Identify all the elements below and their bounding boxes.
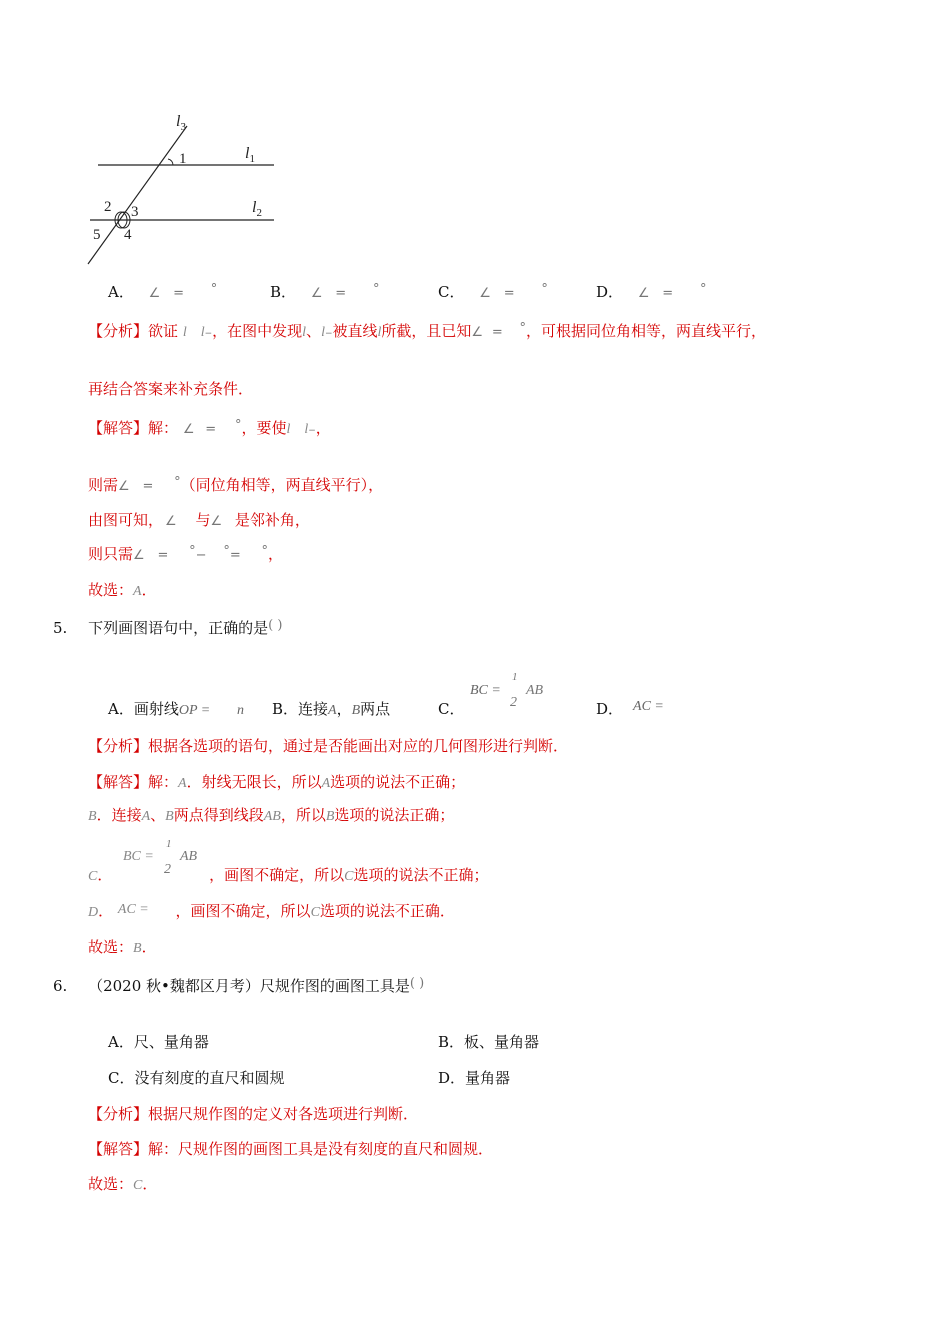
q6-option-a[interactable]: A．尺、量角器 (108, 1033, 209, 1051)
q5-sol3-math: BC = (123, 849, 154, 864)
q4-answer: 故选：A． (88, 581, 157, 599)
q6-solution: 【解答】解：尺规作图的画图工具是没有刻度的直尺和圆规． (88, 1140, 494, 1158)
solution-tag: 【解答】 (88, 419, 149, 437)
label-angle-5: 5 (93, 227, 101, 243)
analysis-tag: 【分析】 (88, 1105, 149, 1123)
q5-option-b[interactable]: B．连接A，B两点 (272, 700, 391, 718)
analysis-tag: 【分析】 (88, 322, 149, 340)
q5-option-a[interactable]: A．画射线OP = n (108, 700, 244, 718)
q4-analysis-line2: 再结合答案来补充条件． (88, 380, 254, 398)
q4-solution-line4: 则只需∠ = °− °= °， (88, 544, 284, 563)
q5-sol3-frac-after: AB (180, 849, 198, 864)
q5-solution-line2: B．连接A、B两点得到线段AB，所以B选项的说法正确； (88, 806, 455, 824)
q5-solution-line1: 【解答】解：A．射线无限长，所以A选项的说法不正确； (88, 773, 466, 791)
q6-stem: 6. （2020 秋•魏都区月考）尺规作图的画图工具是( ) (53, 976, 425, 995)
label-angle-1: 1 (179, 151, 187, 167)
q6-analysis: 【分析】根据尺规作图的定义对各选项进行判断． (88, 1105, 419, 1123)
solution-tag: 【解答】 (88, 773, 149, 791)
q6-option-d[interactable]: D．量角器 (438, 1069, 511, 1087)
q4-solution-line3: 由图可知， ∠ 与∠ 是邻补角， (88, 511, 310, 529)
analysis-tag: 【分析】 (88, 737, 149, 755)
q5-answer: 故选：B． (88, 938, 157, 956)
q5-solution-line3: C． ，画图不确定，所以C选项的说法不正确； (88, 866, 489, 884)
label-angle-4: 4 (124, 227, 132, 243)
question-number: 6. (53, 977, 68, 995)
q4-option-d[interactable]: D． ∠ = ° (596, 282, 707, 301)
label-l1: $l_1$ (245, 145, 255, 165)
label-angle-3: 3 (131, 204, 139, 220)
solution-tag: 【解答】 (88, 1140, 149, 1158)
q6-option-c[interactable]: C．没有刻度的直尺和圆规 (108, 1069, 285, 1087)
q5-option-d[interactable]: D． AC = (596, 699, 664, 718)
q5-sol3-frac-den: 2 (164, 862, 171, 877)
label-l3: $l_3$ (176, 113, 186, 133)
q5-frac-den: 2 (510, 695, 517, 710)
label-l2: $l_2$ (252, 199, 262, 219)
line-l3 (88, 126, 187, 264)
q4-option-b[interactable]: B． ∠ = ° (270, 282, 380, 301)
q5-stem: 5. 下列画图语句中，正确的是( ) (53, 618, 283, 637)
question-number: 5. (53, 619, 68, 637)
q5-frac-num: 1 (512, 671, 518, 683)
q5-solution-line4: D． AC = ，画图不确定，所以C选项的说法不正确． (88, 902, 455, 920)
q5-sol3-frac-num: 1 (166, 838, 172, 850)
q6-option-b[interactable]: B．板、量角器 (438, 1033, 540, 1051)
q5-analysis: 【分析】根据各选项的语句，通过是否能画出对应的几何图形进行判断． (88, 737, 569, 755)
q5-option-c[interactable]: C． (438, 700, 465, 718)
q6-answer: 故选：C． (88, 1175, 158, 1193)
q5-option-c-math: BC = (470, 683, 501, 698)
q5-frac-after: AB (526, 683, 544, 698)
q4-solution-line1: 【解答】解： ∠ = °，要使l l−， (88, 418, 331, 437)
q4-analysis-line1: 【分析】欲证 l l−，在图中发现l、l−被直线l所截，且已知∠ = °，可根据同位角相等，两直线平行， (88, 321, 767, 340)
label-angle-2: 2 (104, 199, 112, 215)
q4-option-a[interactable]: A． ∠ = ° (108, 282, 218, 301)
parallel-lines-figure (80, 108, 290, 268)
q4-option-c[interactable]: C． ∠ = ° (438, 282, 548, 301)
angle-1-arc (168, 159, 173, 165)
q4-solution-line2: 则需∠ = °（同位角相等，两直线平行）， (88, 475, 384, 494)
